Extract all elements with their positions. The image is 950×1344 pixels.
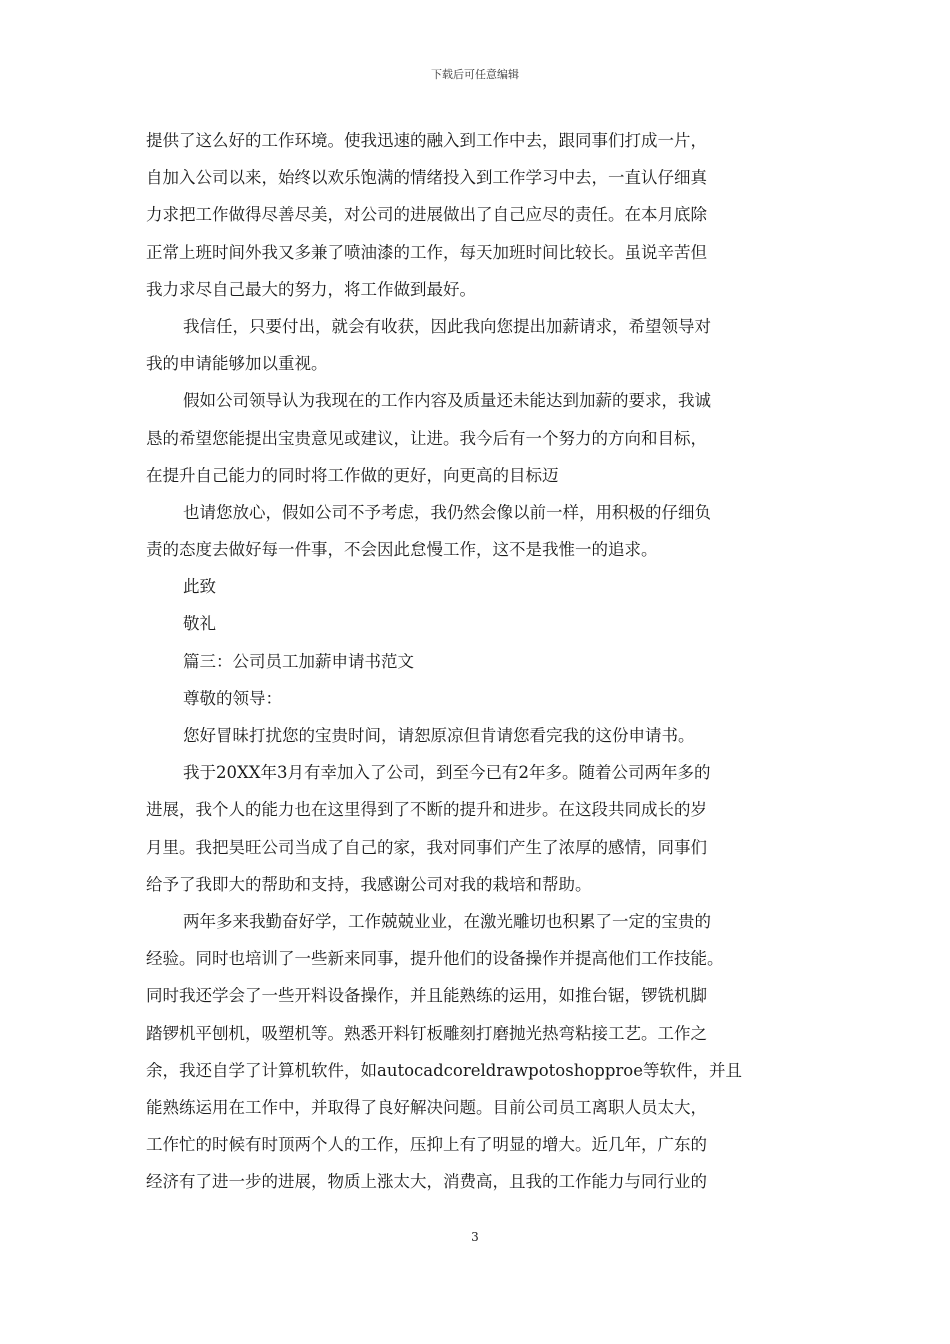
text-line: 篇三：公司员工加薪申请书范文 <box>183 651 414 671</box>
text-line: 月里。我把昊旺公司当成了自己的家，我对同事们产生了浓厚的感情，同事们 <box>146 837 707 857</box>
text-line: 假如公司领导认为我现在的工作内容及质量还未能达到加薪的要求，我诚 <box>183 391 711 411</box>
text-line: 提供了这么好的工作环境。使我迅速的融入到工作中去，跟同事们打成一片， <box>146 131 707 150</box>
text-line: 进展，我个人的能力也在这里得到了不断的提升和进步。在这段共同成长的岁 <box>146 800 707 820</box>
text-line: 恳的希望您能提出宝贵意见或建议，让进。我今后有一个努力的方向和目标， <box>146 428 707 448</box>
text-line: 力求把工作做得尽善尽美，对公司的进展做出了自己应尽的责任。在本月底除 <box>146 205 707 225</box>
document-body <box>146 122 806 1200</box>
text-line: 我力求尽自己最大的努力，将工作做到最好。 <box>146 279 476 299</box>
text-line: 我的申请能够加以重视。 <box>146 354 328 374</box>
text-line: 踏锣机平刨机，吸塑机等。熟悉开料钉板雕刻打磨抛光热弯粘接工艺。工作之 <box>146 1023 707 1043</box>
text-line: 自加入公司以来，始终以欢乐饱满的情绪投入到工作学习中去，一直认仔细真 <box>146 168 707 188</box>
text-line: 正常上班时间外我又多兼了喷油漆的工作，每天加班时间比较长。虽说辛苦但 <box>146 242 707 262</box>
text-line: 您好冒昧打扰您的宝贵时间，请恕原凉但肯请您看完我的这份申请书。 <box>183 726 695 745</box>
page-header: 下载后可任意编辑 <box>431 68 519 81</box>
text-line: 余，我还自学了计算机软件，如autocadcoreldrawpotoshopproe等软件，并且 <box>146 1060 742 1080</box>
text-line: 工作忙的时候有时顶两个人的工作，压抑上有了明显的增大。近几年，广东的 <box>146 1135 707 1155</box>
text-line: 两年多来我勤奋好学，工作兢兢业业，在激光雕切也积累了一定的宝贵的 <box>183 911 711 931</box>
text-line: 敬礼 <box>183 614 216 634</box>
text-line: 同时我还学会了一些开料设备操作，并且能熟练的运用，如推台锯，锣铣机脚 <box>146 986 707 1006</box>
text-line: 经济有了进一步的进展，物质上涨太大，消费高，且我的工作能力与同行业的 <box>146 1172 707 1192</box>
text-line: 能熟练运用在工作中，并取得了良好解决问题。目前公司员工离职人员太大， <box>146 1097 707 1117</box>
page-number: 3 <box>471 1230 479 1244</box>
text-line: 在提升自己能力的同时将工作做的更好，向更高的目标迈 <box>146 465 559 485</box>
text-line: 经验。同时也培训了一些新来同事，提升他们的设备操作并提高他们工作技能。 <box>146 949 724 969</box>
text-line: 给予了我即大的帮助和支持，我感谢公司对我的栽培和帮助。 <box>146 874 592 894</box>
text-line: 此致 <box>183 577 216 597</box>
text-line: 我信任，只要付出，就会有收获，因此我向您提出加薪请求，希望领导对 <box>183 316 711 336</box>
text-line: 我于20XX年3月有幸加入了公司，到至今已有2年多。随着公司两年多的 <box>183 763 711 783</box>
text-line: 也请您放心，假如公司不予考虑，我仍然会像以前一样，用积极的仔细负 <box>183 502 711 522</box>
text-line: 尊敬的领导： <box>183 688 282 708</box>
text-line: 责的态度去做好每一件事，不会因此怠慢工作，这不是我惟一的追求。 <box>146 540 658 560</box>
